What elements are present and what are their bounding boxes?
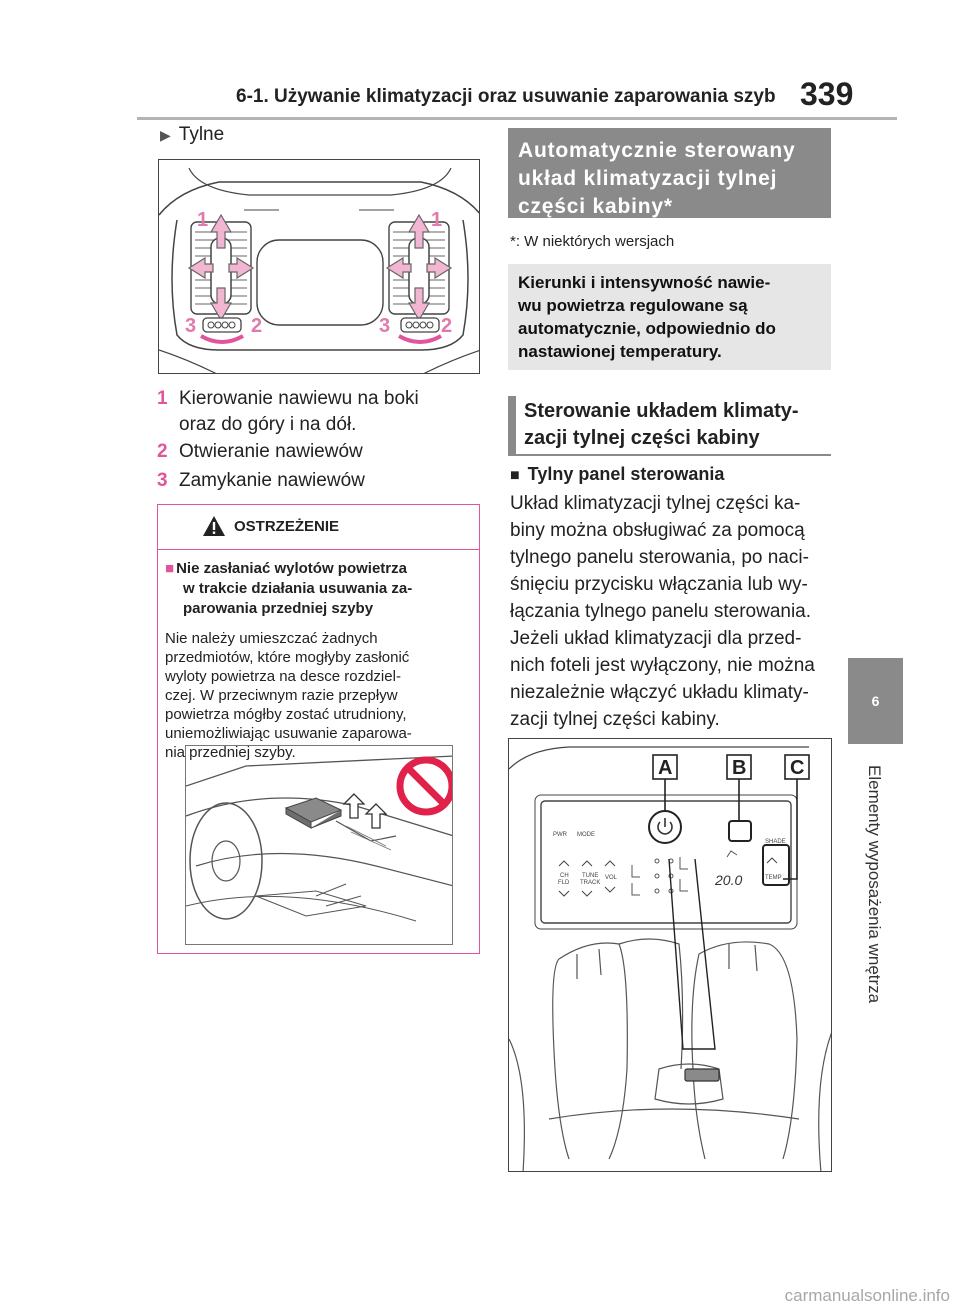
rear-vents-illustration — [159, 160, 480, 374]
warning-subtitle — [165, 559, 470, 619]
warning-subtitle-line1: Nie zasłaniać wylotów powietrza — [176, 560, 407, 577]
auto-climate-heading-line: układ klimatyzacji tylnej — [518, 167, 778, 190]
bullet-tylne-label: Tylne — [178, 124, 225, 145]
paragraph-line: zacji tylnej części kabiny. — [510, 709, 720, 730]
subheading-text: Tylny panel sterowania — [527, 464, 725, 484]
warning-triangle-icon — [202, 515, 226, 537]
panel-temp-value: 20.0 — [715, 872, 743, 888]
summary-box — [508, 264, 831, 370]
panel-callout-b: B — [732, 757, 747, 779]
legend-text-1a: Kierowanie nawiewu na boki — [179, 388, 419, 409]
paragraph-2 — [510, 625, 835, 733]
watermark: carmanualsonline.info — [784, 1286, 950, 1305]
warning-body-line: przedmiotów, które mogłyby zasłonić — [165, 649, 410, 666]
panel-ch-label: CH — [560, 873, 569, 879]
panel-fld-label: FLD — [558, 880, 570, 886]
paragraph-line: nich foteli jest wyłączony, nie można — [510, 655, 815, 676]
vent-callout-3-left: 3 — [185, 315, 197, 337]
legend-text-2: Otwieranie nawiewów — [179, 441, 363, 462]
warning-body-line: wyloty powietrza na desce rozdziel- — [165, 668, 401, 685]
panel-callout-a: A — [658, 757, 673, 779]
subheading — [510, 464, 724, 485]
panel-temp-label: TEMP — [765, 875, 782, 881]
vent-callout-1-right: 1 — [431, 209, 443, 231]
auto-climate-heading — [508, 128, 831, 218]
warning-body-line: nia przedniej szyby. — [165, 744, 296, 761]
legend-item-3 — [157, 468, 365, 494]
rear-panel-illustration — [509, 739, 832, 1172]
summary-line: automatycznie, odpowiednio do — [518, 319, 776, 338]
warning-box — [157, 504, 480, 954]
summary-line: Kierunki i intensywność nawie- — [518, 273, 771, 292]
panel-callout-c: C — [790, 757, 805, 779]
panel-track-label: TRACK — [580, 880, 601, 886]
auto-climate-heading-line: części kabiny* — [518, 195, 673, 218]
panel-shade-label: SHADE — [765, 839, 786, 845]
paragraph-line: łączania tylnego panelu sterowania. — [510, 601, 812, 622]
paragraph-line: Układ klimatyzacji tylnej części ka- — [510, 493, 801, 514]
square-bullet-icon: ■ — [510, 467, 520, 484]
vent-callout-2-right: 2 — [441, 315, 453, 337]
warning-title: OSTRZEŻENIE — [234, 517, 340, 535]
legend-text-3: Zamykanie nawiewów — [179, 470, 365, 491]
rear-vents-figure — [158, 159, 480, 374]
triangle-bullet-icon: ▶ — [160, 127, 171, 143]
header-rule — [137, 117, 897, 120]
paragraph-line: tylnego panelu sterowania, po naci- — [510, 547, 809, 568]
panel-mode-label: MODE — [577, 832, 595, 838]
paragraph-line: biny można obsługiwać za pomocą — [510, 520, 805, 541]
warning-subtitle-line2: w trakcie działania usuwania za- — [183, 580, 413, 597]
vent-callout-1-left: 1 — [197, 209, 209, 231]
paragraph-line: Jeżeli układ klimatyzacji dla przed- — [510, 628, 802, 649]
warning-body — [165, 629, 475, 762]
dashboard-illustration — [186, 746, 453, 945]
header-title: 6-1. Używanie klimatyzacji oraz usuwanie zaparowania szyb — [236, 86, 776, 107]
warning-header — [158, 505, 479, 550]
legend-num-1: 1 — [157, 388, 168, 409]
page-number: 339 — [800, 76, 854, 112]
footnote: *: W niektórych wersjach — [510, 233, 675, 250]
paragraph-1 — [510, 490, 835, 625]
vent-callout-3-right: 3 — [379, 315, 391, 337]
panel-vol-label: VOL — [605, 875, 618, 881]
warning-body-line: uniemożliwiając usuwanie zaparowa- — [165, 725, 412, 742]
paragraph-line: niezależnie włączyć układu klimaty- — [510, 682, 809, 703]
chapter-label-wrap — [862, 765, 888, 1015]
legend-num-2: 2 — [157, 441, 168, 462]
section-heading-line: Sterowanie układem klimaty- — [524, 400, 799, 422]
auto-climate-heading-line: Automatycznie sterowany — [518, 139, 796, 162]
summary-line: wu powietrza regulowane są — [518, 296, 748, 315]
paragraph-line: śnięciu przycisku włączania lub wy- — [510, 574, 808, 595]
panel-pwr-label: PWR — [553, 832, 567, 838]
bullet-tylne — [160, 124, 224, 146]
legend-item-2 — [157, 439, 363, 465]
dashboard-obstruction-figure — [185, 745, 453, 945]
rear-panel-figure — [508, 738, 832, 1172]
legend-text-1b: oraz do góry i na dół. — [179, 414, 357, 435]
legend-num-3: 3 — [157, 470, 168, 491]
chapter-label: Elementy wyposażenia wnętrza — [865, 765, 884, 1004]
warning-body-line: powietrza mógłby zostać utrudniony, — [165, 706, 407, 723]
legend-item-1 — [157, 386, 419, 438]
vent-callout-2-left: 2 — [251, 315, 263, 337]
summary-line: nastawionej temperatury. — [518, 342, 722, 361]
section-heading — [508, 396, 831, 456]
panel-tune-label: TUNE — [582, 873, 599, 879]
warning-subtitle-line3: parowania przedniej szyby — [183, 600, 374, 617]
warning-body-line: czej. W przeciwnym razie przepływ — [165, 687, 398, 704]
chapter-tab: 6 — [848, 658, 903, 744]
warning-body-line: Nie należy umieszczać żadnych — [165, 630, 378, 647]
pink-square-bullet-icon: ■ — [165, 560, 175, 577]
section-heading-line: zacji tylnej części kabiny — [524, 427, 760, 449]
